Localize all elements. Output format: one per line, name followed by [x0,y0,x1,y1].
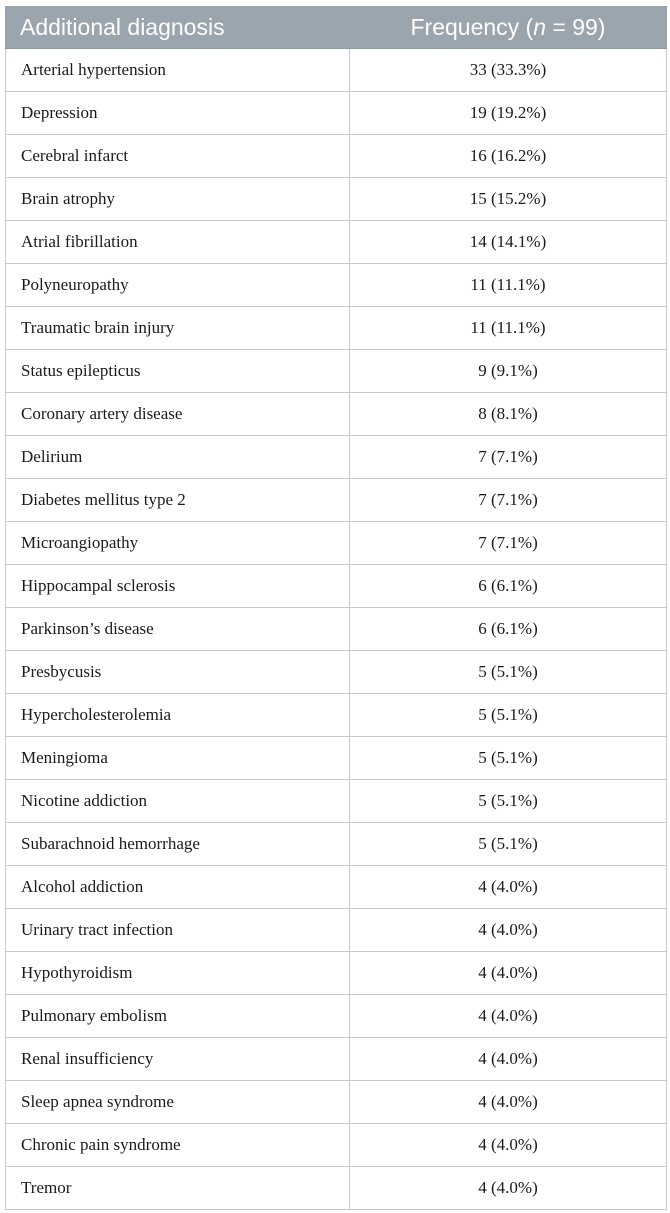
diagnosis-cell: Coronary artery disease [6,393,350,436]
frequency-cell: 4 (4.0%) [350,995,667,1038]
table-row [6,393,667,436]
frequency-cell: 4 (4.0%) [350,952,667,995]
frequency-cell: 19 (19.2%) [350,92,667,135]
frequency-cell: 4 (4.0%) [350,1038,667,1081]
frequency-cell: 4 (4.0%) [350,1124,667,1167]
table-row [6,436,667,479]
diagnosis-cell: Microangiopathy [6,522,350,565]
diagnosis-cell: Atrial fibrillation [6,221,350,264]
frequency-cell: 5 (5.1%) [350,694,667,737]
table-row [6,823,667,866]
diagnosis-cell: Subarachnoid hemorrhage [6,823,350,866]
frequency-cell: 15 (15.2%) [350,178,667,221]
frequency-cell: 5 (5.1%) [350,737,667,780]
frequency-cell: 8 (8.1%) [350,393,667,436]
frequency-cell: 6 (6.1%) [350,608,667,651]
diagnosis-cell: Sleep apnea syndrome [6,1081,350,1124]
diagnosis-cell: Parkinson’s disease [6,608,350,651]
header-frequency [350,7,667,49]
table-row [6,866,667,909]
frequency-cell: 33 (33.3%) [350,49,667,92]
diagnosis-cell: Meningioma [6,737,350,780]
frequency-cell: 11 (11.1%) [350,264,667,307]
diagnosis-cell: Arterial hypertension [6,49,350,92]
table-row [6,694,667,737]
table-row [6,1167,667,1210]
table-row [6,479,667,522]
diagnosis-cell: Cerebral infarct [6,135,350,178]
header-row [6,7,667,49]
frequency-cell: 4 (4.0%) [350,909,667,952]
diagnosis-cell: Chronic pain syndrome [6,1124,350,1167]
diagnosis-cell: Tremor [6,1167,350,1210]
frequency-cell: 16 (16.2%) [350,135,667,178]
diagnosis-cell: Presbycusis [6,651,350,694]
frequency-cell: 7 (7.1%) [350,436,667,479]
table-row [6,221,667,264]
table-row [6,1081,667,1124]
frequency-cell: 11 (11.1%) [350,307,667,350]
table-body [6,49,667,1210]
diagnosis-cell: Delirium [6,436,350,479]
diagnosis-cell: Hippocampal sclerosis [6,565,350,608]
diagnosis-cell: Urinary tract infection [6,909,350,952]
frequency-cell: 5 (5.1%) [350,651,667,694]
table-row [6,565,667,608]
table-row [6,178,667,221]
frequency-cell: 5 (5.1%) [350,823,667,866]
table-row [6,522,667,565]
diagnosis-cell: Nicotine addiction [6,780,350,823]
table-header [6,7,667,49]
diagnosis-cell: Pulmonary embolism [6,995,350,1038]
table-row [6,264,667,307]
diagnosis-cell: Alcohol addiction [6,866,350,909]
table-row [6,608,667,651]
frequency-cell: 14 (14.1%) [350,221,667,264]
diagnosis-frequency-table [5,6,667,1210]
header-frequency-suffix: = 99) [546,14,606,40]
table-row [6,737,667,780]
header-diagnosis: Additional diagnosis [6,7,350,49]
table-row [6,135,667,178]
diagnosis-cell: Status epilepticus [6,350,350,393]
frequency-cell: 7 (7.1%) [350,479,667,522]
frequency-cell: 4 (4.0%) [350,1167,667,1210]
frequency-cell: 6 (6.1%) [350,565,667,608]
table-row [6,651,667,694]
frequency-cell: 5 (5.1%) [350,780,667,823]
frequency-cell: 7 (7.1%) [350,522,667,565]
frequency-cell: 9 (9.1%) [350,350,667,393]
table-row [6,780,667,823]
table-row [6,49,667,92]
frequency-cell: 4 (4.0%) [350,1081,667,1124]
table-row [6,350,667,393]
table-row [6,1038,667,1081]
table-row [6,995,667,1038]
header-frequency-prefix: Frequency ( [410,14,534,40]
diagnosis-cell: Depression [6,92,350,135]
frequency-cell: 4 (4.0%) [350,866,667,909]
table-row [6,92,667,135]
table-row [6,1124,667,1167]
table-row [6,952,667,995]
diagnosis-cell: Brain atrophy [6,178,350,221]
diagnosis-cell: Renal insufficiency [6,1038,350,1081]
diagnosis-cell: Hypothyroidism [6,952,350,995]
diagnosis-cell: Diabetes mellitus type 2 [6,479,350,522]
diagnosis-cell: Polyneuropathy [6,264,350,307]
table-row [6,909,667,952]
header-frequency-n: n [533,14,547,40]
diagnosis-cell: Hypercholesterolemia [6,694,350,737]
diagnosis-cell: Traumatic brain injury [6,307,350,350]
table-row [6,307,667,350]
